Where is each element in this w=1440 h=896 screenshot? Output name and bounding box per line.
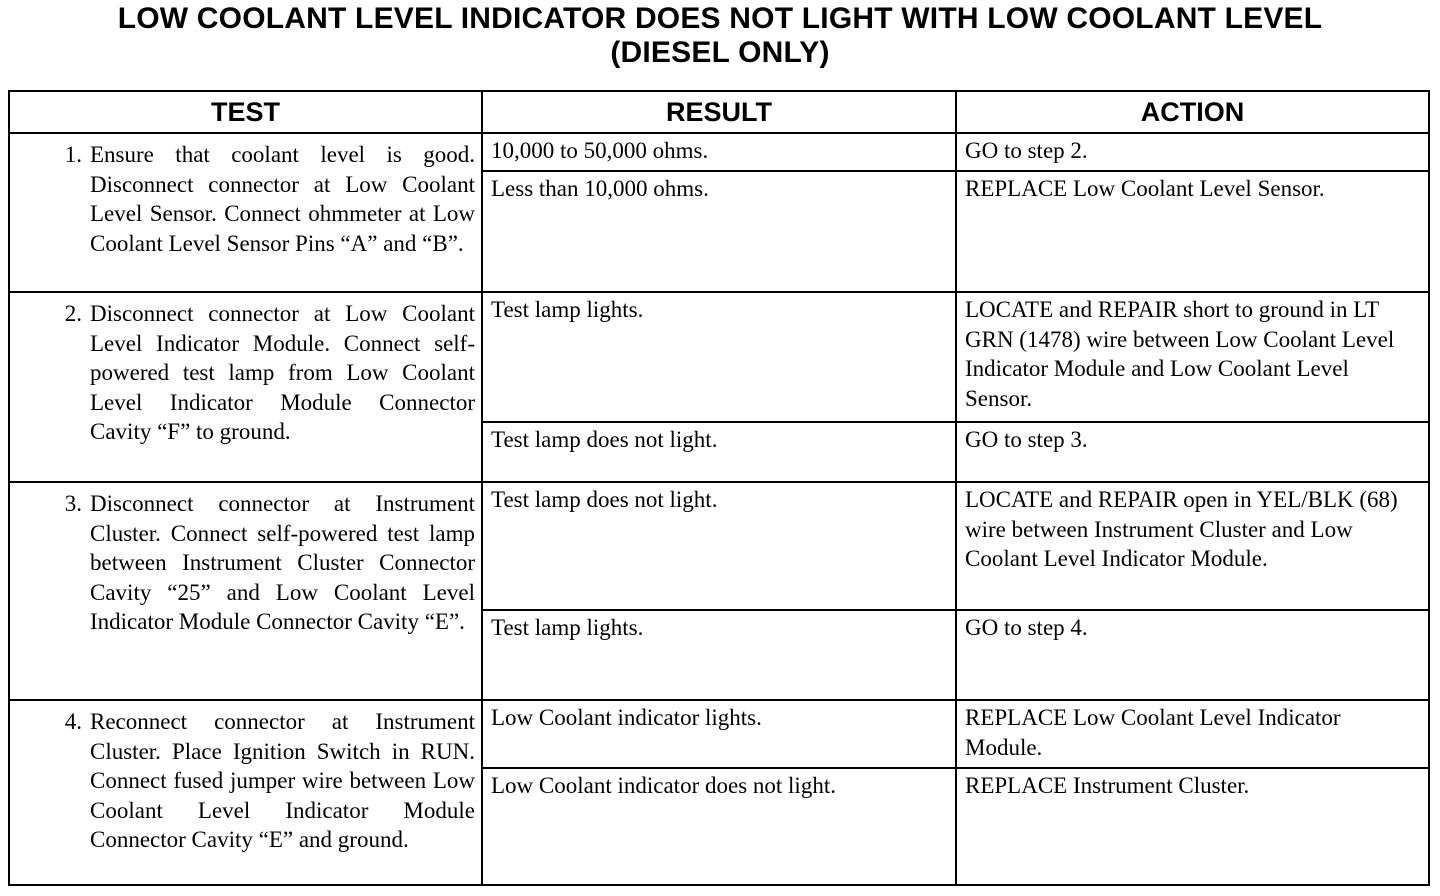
table-row <box>9 133 1429 171</box>
result-cell: 10,000 to 50,000 ohms. <box>482 133 956 171</box>
step-number: 4. <box>64 709 82 734</box>
step-number: 3. <box>64 491 82 516</box>
diagnostic-table <box>8 90 1430 886</box>
result-cell: Test lamp lights. <box>482 610 956 700</box>
action-cell: GO to step 2. <box>956 133 1429 171</box>
test-step-3 <box>9 482 482 700</box>
action-cell: LOCATE and REPAIR short to ground in LT GRN (1478) wire between Low Coolant Level Indicator Module and Low Coolant Level Sensor. <box>956 292 1429 422</box>
header-action: ACTION <box>956 91 1429 133</box>
test-text: Ensure that coolant level is good. Disconnect connector at Low Coolant Level Sensor. Connect ohmmeter at Low Coolant Level Sensor Pins “A” and “B”. <box>90 142 475 256</box>
header-row <box>9 91 1429 133</box>
step-number: 2. <box>64 301 82 326</box>
test-step-1 <box>9 133 482 292</box>
header-test: TEST <box>9 91 482 133</box>
result-cell: Test lamp lights. <box>482 292 956 422</box>
table-row <box>9 482 1429 610</box>
action-cell: REPLACE Low Coolant Level Indicator Module. <box>956 700 1429 768</box>
result-cell: Low Coolant indicator lights. <box>482 700 956 768</box>
action-cell: REPLACE Low Coolant Level Sensor. <box>956 171 1429 292</box>
title-line-2: (DIESEL ONLY) <box>610 36 830 69</box>
result-cell: Low Coolant indicator does not light. <box>482 768 956 885</box>
table-row <box>9 292 1429 422</box>
action-cell: REPLACE Instrument Cluster. <box>956 768 1429 885</box>
title-line-1: LOW COOLANT LEVEL INDICATOR DOES NOT LIGHT WITH LOW COOLANT LEVEL <box>117 2 1323 35</box>
header-result: RESULT <box>482 91 956 133</box>
result-cell: Test lamp does not light. <box>482 422 956 482</box>
test-text: Disconnect connector at Instrument Cluster. Connect self-powered test lamp between Instrument Cluster Connector Cavity “25” and Low Coolant Level Indicator Module Connector Cavity “E”. <box>90 491 475 634</box>
table-row <box>9 700 1429 768</box>
test-step-4 <box>9 700 482 885</box>
action-cell: GO to step 3. <box>956 422 1429 482</box>
test-step-2 <box>9 292 482 482</box>
test-text: Reconnect connector at Instrument Cluster. Place Ignition Switch in RUN. Connect fused jumper wire between Low Coolant Level Indicator Module Connector Cavity “E” and ground. <box>90 709 475 852</box>
result-cell: Less than 10,000 ohms. <box>482 171 956 292</box>
action-cell: LOCATE and REPAIR open in YEL/BLK (68) wire between Instrument Cluster and Low Coolant Level Indicator Module. <box>956 482 1429 610</box>
test-text: Disconnect connector at Low Coolant Level Indicator Module. Connect self-powered test lamp from Low Coolant Level Indicator Module Connector Cavity “F” to ground. <box>90 301 475 444</box>
result-cell: Test lamp does not light. <box>482 482 956 610</box>
action-cell: GO to step 4. <box>956 610 1429 700</box>
page-title <box>0 2 1440 70</box>
step-number: 1. <box>64 142 82 167</box>
